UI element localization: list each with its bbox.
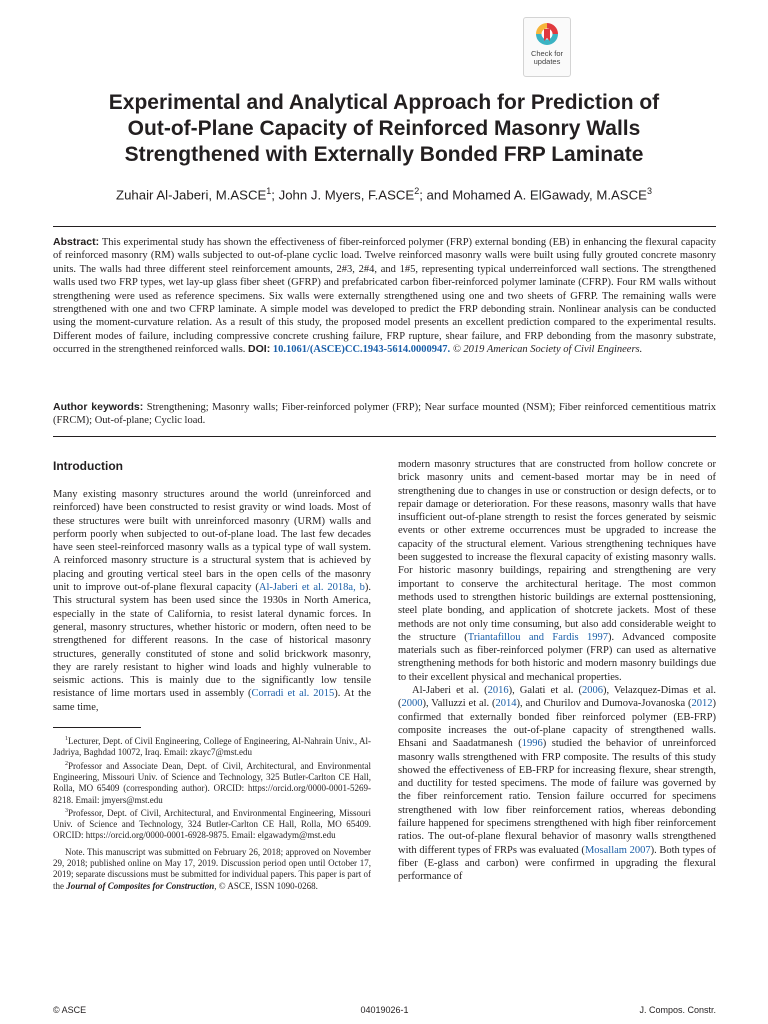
citation-link[interactable]: 2014 [495, 698, 517, 710]
keywords-label: Author keywords: [53, 401, 144, 413]
section-heading-introduction: Introduction [53, 459, 123, 473]
text-run: ). This structural system has been used since the 1930s in North America, especially in the state of California, to resist lateral dynamic forces. In general, masonry structures, whether historic or modern, often need to be strengthened for different reasons. In the case of historical masonry structures, generally constituted of stone and solid brickwork masonry, they are rarely resistant to higher wind loads and highly vulnerable to seismic actions. This is mainly due to the significantly low tensile resistance of lime mortars used in assembly ( [53, 582, 371, 700]
author-1-affil: 1 [266, 186, 272, 196]
left-column [53, 458, 371, 892]
abstract-text: This experimental study has shown the effectiveness of fiber-reinforced polymer (FRP) external bonding (EB) in enhancing the flexural capacity of reinforced masonry (RM) walls subjected to out-of-plane cyclic load. Twelve reinforced masonry walls were built using fully grouted concrete masonry units. The walls had three different steel reinforcement amounts, 2#3, 2#4, and 1#5, representing typical underreinforced wall sections. The strengthened walls used two FRP types, wet lay-up glass fiber sheet (GFRP) and prefabricated carbon fiber-reinforced polymer laminate (CFRP). Four RM walls without strengthening were used as reference specimens. Six walls were externally strengthened using one and two sheets of GFRP. The remaining walls were strengthened with one and two CFRP laminate. A simple model was developed to predict the FRP debonding strain. Nonlinear analysis can be conducted using the moment-curvature relation. As a result of this study, the proposed model presents an excellent prediction compared to the experimental results. Different modes of failure, including compressive concrete crushing failure, FRP rupture, shear failure, and FRP debonding from the masonry substrate, occurred in the strengthened reinforced walls. [53, 237, 717, 356]
doi-link[interactable]: 10.1061/(ASCE)CC.1943-5614.0000947. [272, 344, 451, 356]
title-line-1: Experimental and Analytical Approach for Prediction of [108, 91, 660, 114]
manuscript-note [53, 847, 371, 892]
text-run: Many existing masonry structures around the world (unreinforced and reinforced) have been constructed to resist gravity or wind loads. Most of these structures were built with unreinforced masonry (URM) walls and perform poorly when subjected to out-of-plane load. The last few decades have seen steel-reinforced masonry walls as a typical type of wall system. A reinforced masonry structure is a structural system that is achieved by placing and grouting vertical steel bars in the open cells of the masonry unit to improve out-of-plane flexural capacity ( [53, 489, 371, 594]
citation-link[interactable]: Mosallam 2007 [584, 844, 651, 856]
footnote-2-text: Professor and Associate Dean, Dept. of Civil, Architectural, and Environmental Engineering, Missouri Univ. of Science and Technology, 325 Butler-Carlton CE Hall, Rolla, MO 65409 (corresponding author). ORCID: https://orcid.org/0000-0001-5269-8218. Email: jmyers@mst.edu [53, 760, 371, 805]
journal-name: Journal of Composites for Construction [66, 880, 215, 891]
text-run: ) studied the behavior of unreinforced masonry walls strengthened with FRP composite. The results of this study showed the effectiveness of EB-FRP for increasing flexure, shear strength, and ductility for tested specimens. The mode of failure was governed by the fiber reinforcement ratio. Tension failure occurred for specimens strengthened with low fiber reinforcement ratios, whereas debonding failure happened for specimens strengthened with high fiber reinforcement ratios. The out-of-plane flexural behavior of masonry walls strengthened with different types of FRPs was evaluated ( [398, 738, 717, 856]
intro-paragraph-2 [398, 458, 716, 684]
citation-link[interactable]: 2016 [487, 685, 509, 697]
top-divider [53, 226, 716, 227]
title-line-2: Out-of-Plane Capacity of Reinforced Masonry Walls [127, 117, 641, 140]
footnote-3-text: Professor, Dept. of Civil, Architectural, and Environmental Engineering, Missouri Univ. of Science and Technology, 324 Butler-Carlton CE Hall, Rolla, MO 65409. ORCID: https://orcid.org/0000-0001-6928-9875. Email: elgawadym@mst.edu [53, 807, 371, 841]
title-line-3: Strengthened with Externally Bonded FRP Laminate [124, 143, 644, 166]
footnote-1-marker: 1 [65, 736, 68, 743]
text-run: ), Valluzzi et al. ( [422, 698, 496, 710]
text-run: ). Both types of fiber (E-glass and carbon) were confirmed in upgrading the flexural performance of [398, 844, 717, 883]
intro-paragraph-3 [398, 684, 716, 883]
badge-label-2: updates [533, 57, 561, 66]
badge-label-1: Check for [530, 49, 564, 58]
right-column [398, 458, 716, 884]
keywords-divider [53, 436, 716, 437]
footnote-2 [53, 759, 371, 806]
footnote-3 [53, 806, 371, 842]
footnote-3-marker: 3 [65, 807, 68, 814]
keywords-text: Strengthening; Masonry walls; Fiber-reinforced polymer (FRP); Near surface mounted (NSM); Fiber reinforced cementitious matrix (FRCM); Out-of-plane; Cyclic load. [53, 402, 717, 427]
note-text: Note. This manuscript was submitted on February 26, 2018; approved on November 29, 2018; published online on May 17, 2019. Discussion period open until October 17, 2019; separate discussions must be submitted for individual papers. This paper is part of the [53, 846, 371, 891]
author-3: ; and Mohamed A. ElGawady, M.ASCE [419, 187, 647, 203]
intro-paragraph-1 [53, 488, 371, 714]
author-keywords [53, 401, 716, 428]
citation-link[interactable]: Corradi et al. 2015 [251, 688, 335, 700]
check-for-updates-badge[interactable] [523, 17, 571, 77]
footnote-1 [53, 734, 371, 759]
footnote-1-text: Lecturer, Dept. of Civil Engineering, College of Engineering, Al-Nahrain Univ., Al-Jadriya, Baghdad 10072, Iraq. Email: zkayc7@mst.edu [53, 736, 371, 758]
citation-link[interactable]: Triantafillou and Fardis 1997 [467, 631, 609, 643]
note-end: , © ASCE, ISSN 1090-0268. [214, 880, 318, 891]
doi-label: DOI: [248, 343, 271, 356]
citation-link[interactable]: 2006 [581, 685, 603, 697]
abstract [53, 236, 716, 357]
text-run: ), Galati et al. ( [508, 685, 582, 697]
text-run: ). Advanced composite materials such as fiber-reinforced polymer (FRP) can used as alternative strengthening methods for both historic and modern masonry buildings due to their excellent physical and mechanical properties. [398, 631, 717, 683]
footnote-divider [53, 727, 141, 728]
copyright: © 2019 American Society of Civil Engineers. [452, 344, 643, 356]
text-run: ). At the same time, [53, 688, 371, 713]
citation-link[interactable]: 2012 [691, 698, 713, 710]
author-1: Zuhair Al-Jaberi, M.ASCE [116, 187, 267, 203]
author-list [40, 182, 728, 204]
text-run: ) confirmed that externally bonded fiber reinforced polymer (EB-FRP) composite increases the out-of-plane capacity of strengthened walls. Ehsani and Saadatmanesh ( [398, 698, 716, 750]
citation-link[interactable]: 1996 [521, 738, 543, 750]
text-run: ), Velazquez-Dimas et al. ( [398, 685, 716, 710]
citation-link[interactable]: Al-Jaberi et al. 2018a, b [258, 582, 365, 594]
paper-title [60, 90, 708, 168]
crossmark-icon [535, 22, 559, 50]
text-run: ), and Churilov and Dumova-Jovanoska ( [516, 698, 692, 710]
author-2: ; John J. Myers, F.ASCE [271, 187, 415, 203]
footer-article-number: 04019026-1 [360, 1005, 409, 1015]
author-3-affil: 3 [646, 186, 652, 196]
footnote-2-marker: 2 [65, 760, 68, 767]
footer-journal-abbrev: J. Compos. Constr. [639, 1005, 716, 1015]
author-2-affil: 2 [414, 186, 420, 196]
citation-link[interactable]: 2000 [401, 698, 423, 710]
footer-publisher: © ASCE [53, 1005, 87, 1015]
text-run: modern masonry structures that are constructed from hollow concrete or brick masonry units and cement-based mortar may be in need of strengthening due to changes in use or construction or design defects, or to repair damage or deterioration. For these reasons, masonry walls that have insufficient out-of-plane strength to resist the forces generated by seismic events or other extreme occurrences must be upgraded to increase the capacity of the structural element. Various strengthening techniques have been suggested to increase the flexural capacity of existing masonry walls. For historic masonry buildings, repairing and strengthening are very important to conserve the architectural heritage. The most common methods used to strengthen historic buildings are external posttensioning, steel plate bonding, and application of shotcrete jackets. Most of these methods are not only time consuming, but also add considerable weight to the structure ( [398, 459, 716, 643]
abstract-label: Abstract: [53, 236, 100, 248]
text-run: Al-Jaberi et al. ( [412, 685, 488, 697]
